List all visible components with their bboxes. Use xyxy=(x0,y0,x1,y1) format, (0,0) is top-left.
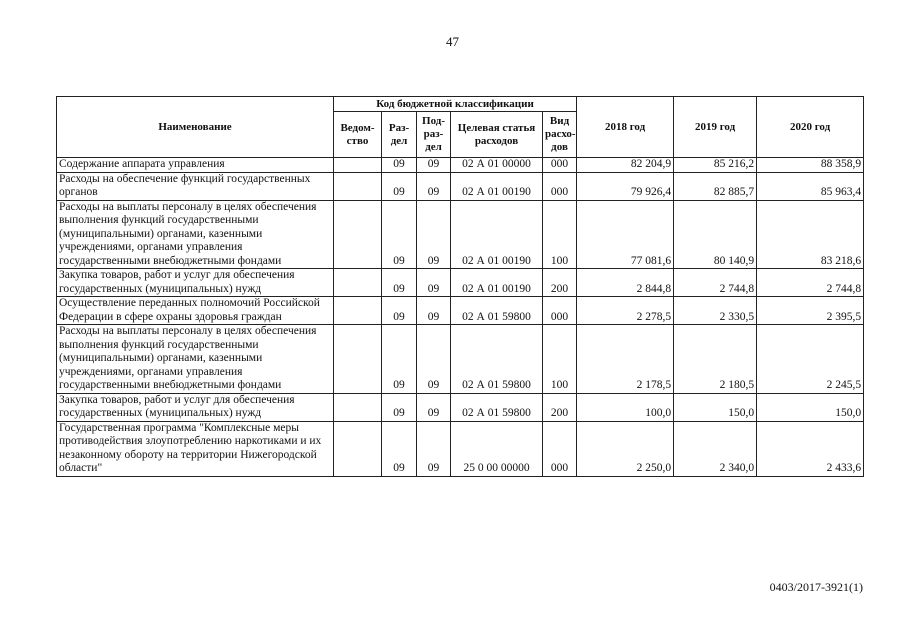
row-razdel: 09 xyxy=(382,297,417,325)
row-value-2019: 2 340,0 xyxy=(674,421,757,476)
row-razdel: 09 xyxy=(382,172,417,200)
row-target-article: 02 А 01 59800 xyxy=(451,297,543,325)
row-value-2018: 2 250,0 xyxy=(577,421,674,476)
row-name: Расходы на выплаты персоналу в целях обеспечения выполнения функций государственными (муниципальными) органами, казенными учреждениями, органами управления государственными внебюджетными фондами xyxy=(57,200,334,269)
row-expense-type: 200 xyxy=(543,269,577,297)
header-razdel: Раз-дел xyxy=(382,112,417,158)
row-vedomstvo xyxy=(334,200,382,269)
table-row xyxy=(57,325,864,394)
table-row xyxy=(57,297,864,325)
row-razdel: 09 xyxy=(382,393,417,421)
row-value-2018: 2 278,5 xyxy=(577,297,674,325)
row-vedomstvo xyxy=(334,393,382,421)
header-year-2020: 2020 год xyxy=(757,97,864,158)
row-expense-type: 000 xyxy=(543,421,577,476)
row-target-article: 02 А 01 00000 xyxy=(451,158,543,173)
header-podrazdel: Под-раз-дел xyxy=(417,112,451,158)
row-value-2019: 2 180,5 xyxy=(674,325,757,394)
row-value-2018: 79 926,4 xyxy=(577,172,674,200)
row-value-2018: 2 178,5 xyxy=(577,325,674,394)
row-razdel: 09 xyxy=(382,200,417,269)
row-target-article: 02 А 01 59800 xyxy=(451,325,543,394)
header-classification-group: Код бюджетной классификации xyxy=(334,97,577,112)
row-value-2018: 82 204,9 xyxy=(577,158,674,173)
table-row xyxy=(57,269,864,297)
row-expense-type: 200 xyxy=(543,393,577,421)
page-number: 47 xyxy=(446,34,459,49)
row-expense-type: 100 xyxy=(543,325,577,394)
row-razdel: 09 xyxy=(382,269,417,297)
table-row xyxy=(57,421,864,476)
row-podrazdel: 09 xyxy=(417,158,451,173)
row-razdel: 09 xyxy=(382,158,417,173)
row-value-2020: 2 744,8 xyxy=(757,269,864,297)
row-value-2020: 85 963,4 xyxy=(757,172,864,200)
header-name: Наименование xyxy=(57,97,334,158)
table-row xyxy=(57,200,864,269)
row-value-2020: 2 245,5 xyxy=(757,325,864,394)
budget-table xyxy=(56,96,864,477)
row-vedomstvo xyxy=(334,421,382,476)
row-razdel: 09 xyxy=(382,421,417,476)
row-value-2020: 2 433,6 xyxy=(757,421,864,476)
row-value-2020: 2 395,5 xyxy=(757,297,864,325)
row-vedomstvo xyxy=(334,158,382,173)
table-body xyxy=(57,158,864,477)
row-target-article: 25 0 00 00000 xyxy=(451,421,543,476)
row-target-article: 02 А 01 00190 xyxy=(451,172,543,200)
row-value-2020: 83 218,6 xyxy=(757,200,864,269)
row-value-2019: 80 140,9 xyxy=(674,200,757,269)
row-name: Осуществление переданных полномочий Российской Федерации в сфере охраны здоровья граждан xyxy=(57,297,334,325)
row-value-2018: 77 081,6 xyxy=(577,200,674,269)
row-name: Расходы на обеспечение функций государственных органов xyxy=(57,172,334,200)
row-podrazdel: 09 xyxy=(417,325,451,394)
document-code: 0403/2017-3921(1) xyxy=(769,580,863,594)
row-razdel: 09 xyxy=(382,325,417,394)
row-name: Закупка товаров, работ и услуг для обеспечения государственных (муниципальных) нужд xyxy=(57,393,334,421)
header-year-2019: 2019 год xyxy=(674,97,757,158)
row-vedomstvo xyxy=(334,325,382,394)
row-target-article: 02 А 01 59800 xyxy=(451,393,543,421)
row-expense-type: 000 xyxy=(543,297,577,325)
row-podrazdel: 09 xyxy=(417,269,451,297)
row-value-2018: 2 844,8 xyxy=(577,269,674,297)
row-podrazdel: 09 xyxy=(417,200,451,269)
header-vedomstvo: Ведом-ство xyxy=(334,112,382,158)
row-podrazdel: 09 xyxy=(417,421,451,476)
row-name: Государственная программа "Комплексные меры противодействия злоупотреблению наркотиками и их незаконному обороту на территории Нижегородской области" xyxy=(57,421,334,476)
row-value-2020: 150,0 xyxy=(757,393,864,421)
row-name: Содержание аппарата управления xyxy=(57,158,334,173)
row-value-2020: 88 358,9 xyxy=(757,158,864,173)
row-vedomstvo xyxy=(334,297,382,325)
row-name: Расходы на выплаты персоналу в целях обеспечения выполнения функций государственными (муниципальными) органами, казенными учреждениями, органами управления государственными внебюджетными фондами xyxy=(57,325,334,394)
header-expense-type: Вид расхо-дов xyxy=(543,112,577,158)
row-value-2019: 2 744,8 xyxy=(674,269,757,297)
row-value-2018: 100,0 xyxy=(577,393,674,421)
row-podrazdel: 09 xyxy=(417,172,451,200)
table-row xyxy=(57,393,864,421)
row-value-2019: 2 330,5 xyxy=(674,297,757,325)
row-value-2019: 85 216,2 xyxy=(674,158,757,173)
row-value-2019: 82 885,7 xyxy=(674,172,757,200)
row-target-article: 02 А 01 00190 xyxy=(451,269,543,297)
row-vedomstvo xyxy=(334,172,382,200)
row-expense-type: 000 xyxy=(543,158,577,173)
header-year-2018: 2018 год xyxy=(577,97,674,158)
row-expense-type: 100 xyxy=(543,200,577,269)
row-name: Закупка товаров, работ и услуг для обеспечения государственных (муниципальных) нужд xyxy=(57,269,334,297)
table-row xyxy=(57,172,864,200)
row-vedomstvo xyxy=(334,269,382,297)
header-target-article: Целевая статья расходов xyxy=(451,112,543,158)
row-target-article: 02 А 01 00190 xyxy=(451,200,543,269)
row-podrazdel: 09 xyxy=(417,393,451,421)
table-row xyxy=(57,158,864,173)
row-value-2019: 150,0 xyxy=(674,393,757,421)
row-podrazdel: 09 xyxy=(417,297,451,325)
row-expense-type: 000 xyxy=(543,172,577,200)
